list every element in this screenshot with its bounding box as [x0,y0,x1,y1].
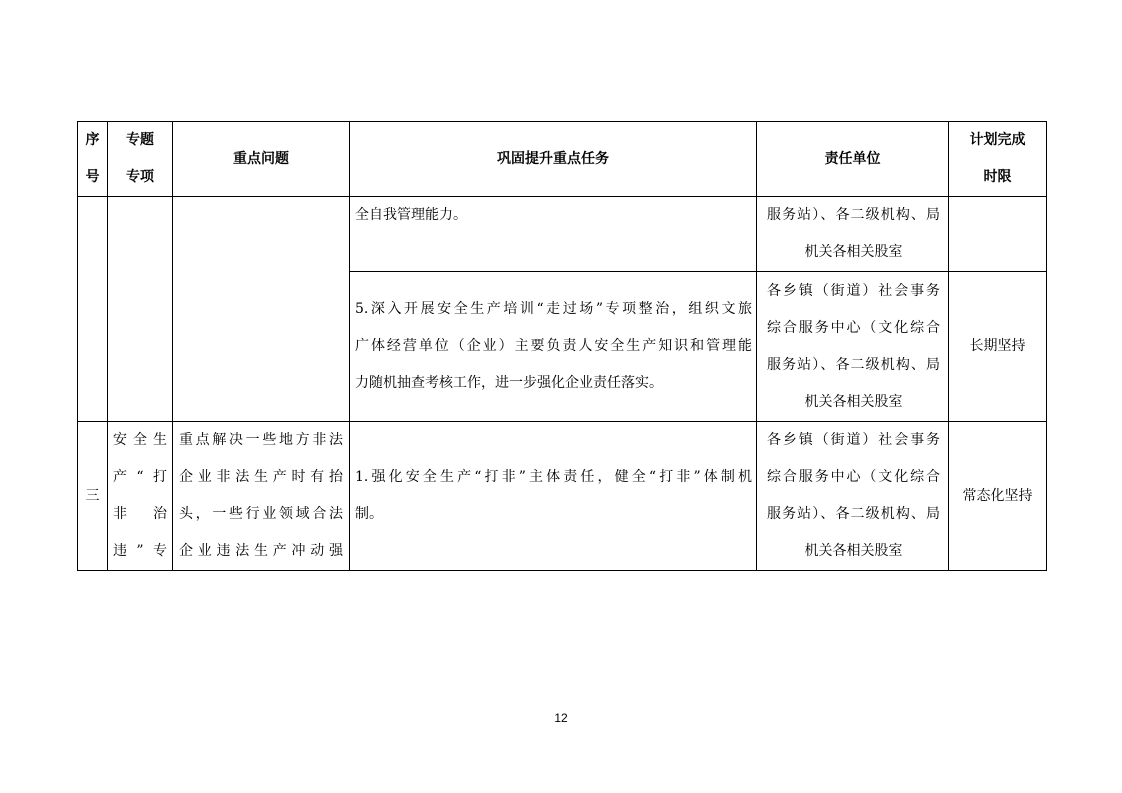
problem-cell: 重点解决一些地方非法 企业非法生产时有抬 头，一些行业领域合法 企业违法生产冲动强 [173,422,350,571]
header-problem: 重点问题 [173,122,350,197]
task-table [77,121,1047,571]
seq-cell [78,197,108,422]
header-row [78,122,1047,197]
page-number: 12 [554,711,568,725]
header-deadline: 计划完成 时限 [949,122,1047,197]
table-row [78,197,1047,272]
header-topic: 专题 专项 [108,122,173,197]
topic-cell: 安全生 产“打 非 治 违”专 [108,422,173,571]
header-unit: 责任单位 [757,122,949,197]
task-cell: 1.强化安全生产“打非”主体责任，健全“打非”体制机 制。 [350,422,757,571]
topic-cell [108,197,173,422]
unit-cell: 各乡镇（街道）社会事务 综合服务中心（文化综合 服务站）、各二级机构、局 机关各相关股室 [757,272,949,422]
header-task: 巩固提升重点任务 [350,122,757,197]
unit-cell: 各乡镇（街道）社会事务 综合服务中心（文化综合 服务站）、各二级机构、局 机关各相关股室 [757,422,949,571]
seq-cell: 三 [78,422,108,571]
task-cell: 全自我管理能力。 [350,197,757,272]
problem-cell [173,197,350,422]
deadline-cell: 长期坚持 [949,272,1047,422]
table-row [78,422,1047,571]
unit-cell: 服务站）、各二级机构、局 机关各相关股室 [757,197,949,272]
task-cell: 5.深入开展安全生产培训“走过场”专项整治，组织文旅 广体经营单位（企业）主要负责人安全生产知识和管理能 力随机抽查考核工作，进一步强化企业责任落实。 [350,272,757,422]
deadline-cell: 常态化坚持 [949,422,1047,571]
deadline-cell [949,197,1047,272]
header-seq: 序 号 [78,122,108,197]
